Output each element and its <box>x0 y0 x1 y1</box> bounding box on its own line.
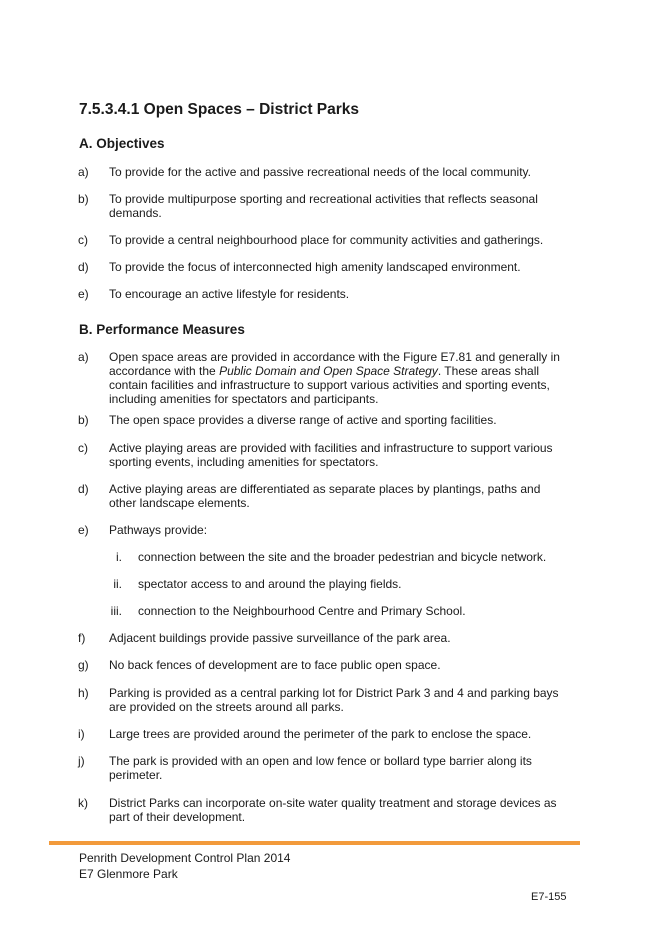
list-marker: b) <box>78 192 89 206</box>
list-item-text: The open space provides a diverse range of active and sporting facilities. <box>109 413 497 427</box>
list-marker: j) <box>78 754 85 768</box>
page-title: 7.5.3.4.1 Open Spaces – District Parks <box>79 101 360 118</box>
list-item-text: To encourage an active lifestyle for residents. <box>109 287 350 301</box>
list-item-text: To provide multipurpose sporting and recreational activities that reflects seasonal demands. <box>109 192 538 220</box>
list-item-text: Adjacent buildings provide passive surveillance of the park area. <box>109 631 451 645</box>
list-marker: b) <box>78 413 89 427</box>
sub-list-marker: iii. <box>110 604 122 618</box>
sub-item-ii <box>113 577 402 591</box>
list-marker: a) <box>78 165 89 179</box>
list-marker: k) <box>78 796 88 810</box>
footer-section-title: E7 Glenmore Park <box>79 867 178 881</box>
list-marker: d) <box>78 482 89 496</box>
list-item-text: Pathways provide: <box>109 523 208 537</box>
list-marker: a) <box>78 350 89 364</box>
sub-list-marker: ii. <box>113 577 122 591</box>
sub-list-marker: i. <box>116 550 122 564</box>
list-marker: d) <box>78 260 89 274</box>
performance-heading: B. Performance Measures <box>79 322 245 337</box>
objectives-heading: A. Objectives <box>79 136 165 151</box>
list-marker: c) <box>78 233 88 247</box>
list-marker: i) <box>78 727 85 741</box>
page-number: E7-155 <box>531 891 567 903</box>
list-item-text: Large trees are provided around the perimeter of the park to enclose the space. <box>109 727 532 741</box>
text-before-italic: Open space areas are provided in accordance with the Figure E7.81 and generally in accordance with the <box>109 350 560 378</box>
list-item-text: No back fences of development are to face public open space. <box>109 658 441 672</box>
sub-item-text: connection to the Neighbourhood Centre and Primary School. <box>138 604 466 618</box>
list-marker: e) <box>78 287 89 301</box>
list-item-text: To provide the focus of interconnected high amenity landscaped environment. <box>109 260 521 274</box>
list-item-text: Active playing areas are provided with facilities and infrastructure to support various sporting events, including amenities for spectators. <box>109 441 553 469</box>
list-marker: g) <box>78 658 89 672</box>
sub-item-text: connection between the site and the broader pedestrian and bicycle network. <box>138 550 547 564</box>
list-item-text: District Parks can incorporate on-site water quality treatment and storage devices as part of their development. <box>109 796 557 824</box>
sub-item-text: spectator access to and around the playing fields. <box>138 577 402 591</box>
sub-item-iii <box>110 604 466 618</box>
text-after-italic: . These areas shall contain facilities and infrastructure to support various activities and sporting events, including amenities for spectators and participants. <box>109 364 550 406</box>
list-item-text <box>109 350 571 406</box>
sub-item-i <box>116 550 547 564</box>
list-item-text: Active playing areas are differentiated as separate places by plantings, paths and other landscape elements. <box>109 482 541 510</box>
list-item-text: To provide for the active and passive recreational needs of the local community. <box>109 165 532 179</box>
list-marker: c) <box>78 441 88 455</box>
list-item-text: Parking is provided as a central parking lot for District Park 3 and 4 and parking bays are provided on the streets around all parks. <box>109 686 559 714</box>
list-item-text: To provide a central neighbourhood place for community activities and gatherings. <box>109 233 544 247</box>
list-marker: f) <box>78 631 86 645</box>
list-item-text: The park is provided with an open and low fence or bollard type barrier along its perimeter. <box>109 754 532 782</box>
footer-document-title: Penrith Development Control Plan 2014 <box>79 851 291 865</box>
footer-rule <box>49 841 580 845</box>
strategy-title-italic: Public Domain and Open Space Strategy <box>219 364 438 378</box>
list-marker: e) <box>78 523 89 537</box>
list-marker: h) <box>78 686 89 700</box>
